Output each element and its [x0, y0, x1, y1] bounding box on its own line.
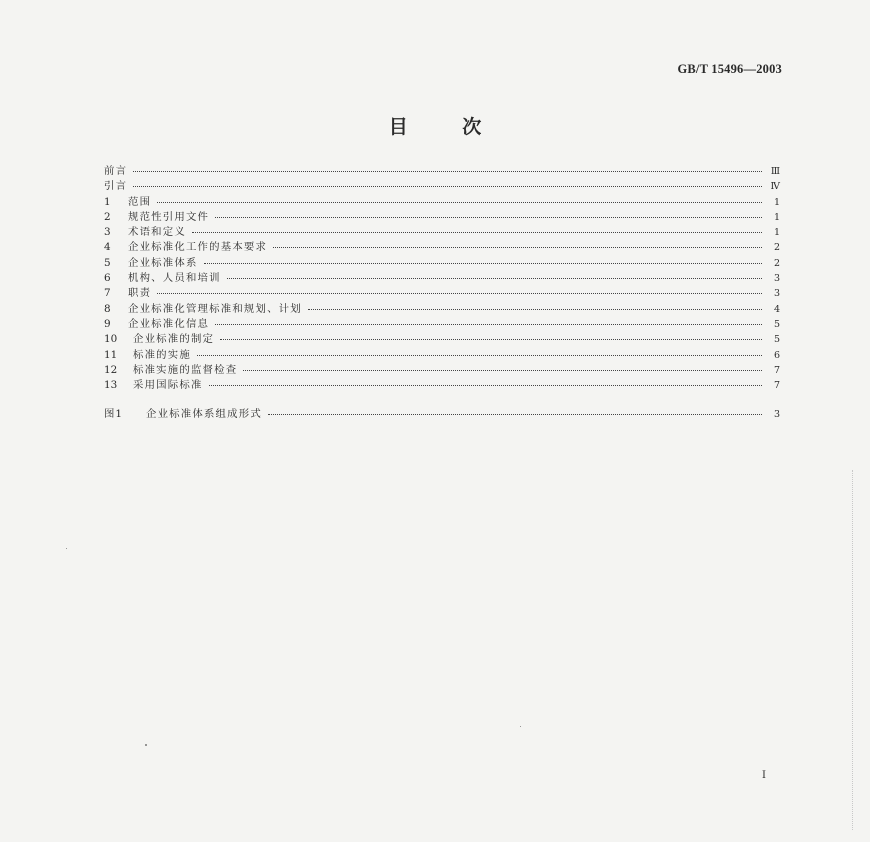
toc-number: 12 [104, 363, 118, 376]
toc-number: 13 [104, 379, 118, 392]
toc-label: 规范性引用文件 [128, 210, 210, 223]
toc-page: 7 [773, 380, 780, 392]
dot-leader [157, 292, 762, 294]
figure-label: 企业标准体系组成形式 [146, 408, 262, 421]
toc-label: 职责 [128, 287, 152, 300]
dot-leader [133, 170, 762, 172]
toc-entry-2[interactable] [104, 210, 780, 225]
toc-page: 5 [773, 318, 780, 330]
toc-page: 1 [773, 211, 780, 223]
toc-entry-7[interactable] [104, 286, 780, 301]
toc-label: 企业标准化工作的基本要求 [128, 241, 268, 254]
toc-entry-13[interactable] [104, 378, 780, 393]
toc-label: 范围 [128, 195, 152, 208]
toc-entry-foreword[interactable] [104, 164, 780, 179]
table-of-contents [104, 164, 780, 423]
toc-number: 5 [104, 256, 111, 269]
toc-number: 3 [104, 226, 111, 239]
toc-number: 11 [104, 348, 118, 361]
dot-leader [273, 246, 762, 248]
toc-number: 8 [104, 302, 111, 315]
toc-entry-3[interactable] [104, 225, 780, 240]
toc-page: Ⅳ [770, 181, 780, 193]
toc-number: 7 [104, 287, 111, 300]
dot-leader [215, 323, 762, 325]
toc-number: 4 [104, 241, 111, 254]
dot-leader [133, 185, 762, 187]
toc-label: 企业标准化管理标准和规划、计划 [128, 302, 302, 315]
toc-page: 1 [773, 227, 780, 239]
toc-page: 2 [773, 257, 780, 269]
toc-page: 3 [773, 288, 780, 300]
toc-page: Ⅲ [770, 166, 780, 177]
toc-label: 机构、人员和培训 [128, 272, 221, 285]
toc-page: 1 [773, 196, 780, 208]
toc-entry-6[interactable] [104, 271, 780, 286]
dot-leader [192, 231, 762, 233]
dot-leader [197, 354, 762, 356]
toc-page: 4 [773, 303, 780, 315]
footer-page-number: Ⅰ [762, 770, 766, 781]
toc-label: 引言 [104, 180, 128, 193]
toc-entry-figure-1[interactable] [104, 407, 780, 422]
toc-entry-12[interactable] [104, 363, 780, 378]
toc-entry-9[interactable] [104, 317, 780, 332]
toc-label: 术语和定义 [128, 226, 186, 239]
toc-label: 前言 [104, 165, 128, 177]
toc-number: 2 [104, 210, 111, 223]
toc-label: 采用国际标准 [133, 379, 203, 392]
toc-entry-11[interactable] [104, 348, 780, 363]
dot-leader [157, 201, 762, 203]
standard-code: GB/T 15496—2003 [677, 62, 782, 76]
toc-entry-introduction[interactable] [104, 179, 780, 194]
toc-number: 10 [104, 333, 118, 346]
toc-page: 3 [773, 273, 780, 285]
page-title: 目 次 [388, 116, 482, 138]
scan-speck [66, 548, 67, 549]
toc-entry-10[interactable] [104, 332, 780, 347]
dot-leader [209, 384, 762, 386]
toc-number: 6 [104, 272, 111, 285]
toc-label: 标准实施的监督检查 [133, 363, 238, 376]
toc-label: 企业标准的制定 [133, 333, 215, 346]
toc-label: 标准的实施 [133, 348, 191, 361]
dot-leader [215, 216, 762, 218]
dot-leader [308, 308, 762, 310]
toc-label: 企业标准体系 [128, 256, 198, 269]
dot-leader [220, 338, 762, 340]
toc-page: 2 [773, 242, 780, 254]
figure-page: 3 [773, 409, 780, 421]
dot-leader [227, 277, 762, 279]
toc-page: 5 [773, 334, 780, 346]
scan-speck [520, 726, 521, 727]
toc-entry-8[interactable] [104, 302, 780, 317]
toc-number: 1 [104, 195, 111, 208]
toc-entry-5[interactable] [104, 256, 780, 271]
dot-leader [243, 369, 762, 371]
scan-speck [145, 744, 147, 746]
scan-edge-line [852, 470, 854, 830]
toc-entry-1[interactable] [104, 195, 780, 210]
figure-number: 图1 [104, 408, 124, 421]
toc-page: 6 [773, 349, 780, 361]
dot-leader [268, 413, 762, 415]
toc-label: 企业标准化信息 [128, 317, 210, 330]
toc-page: 7 [773, 364, 780, 376]
dot-leader [204, 262, 762, 264]
toc-number: 9 [104, 317, 111, 330]
toc-entry-4[interactable] [104, 240, 780, 255]
